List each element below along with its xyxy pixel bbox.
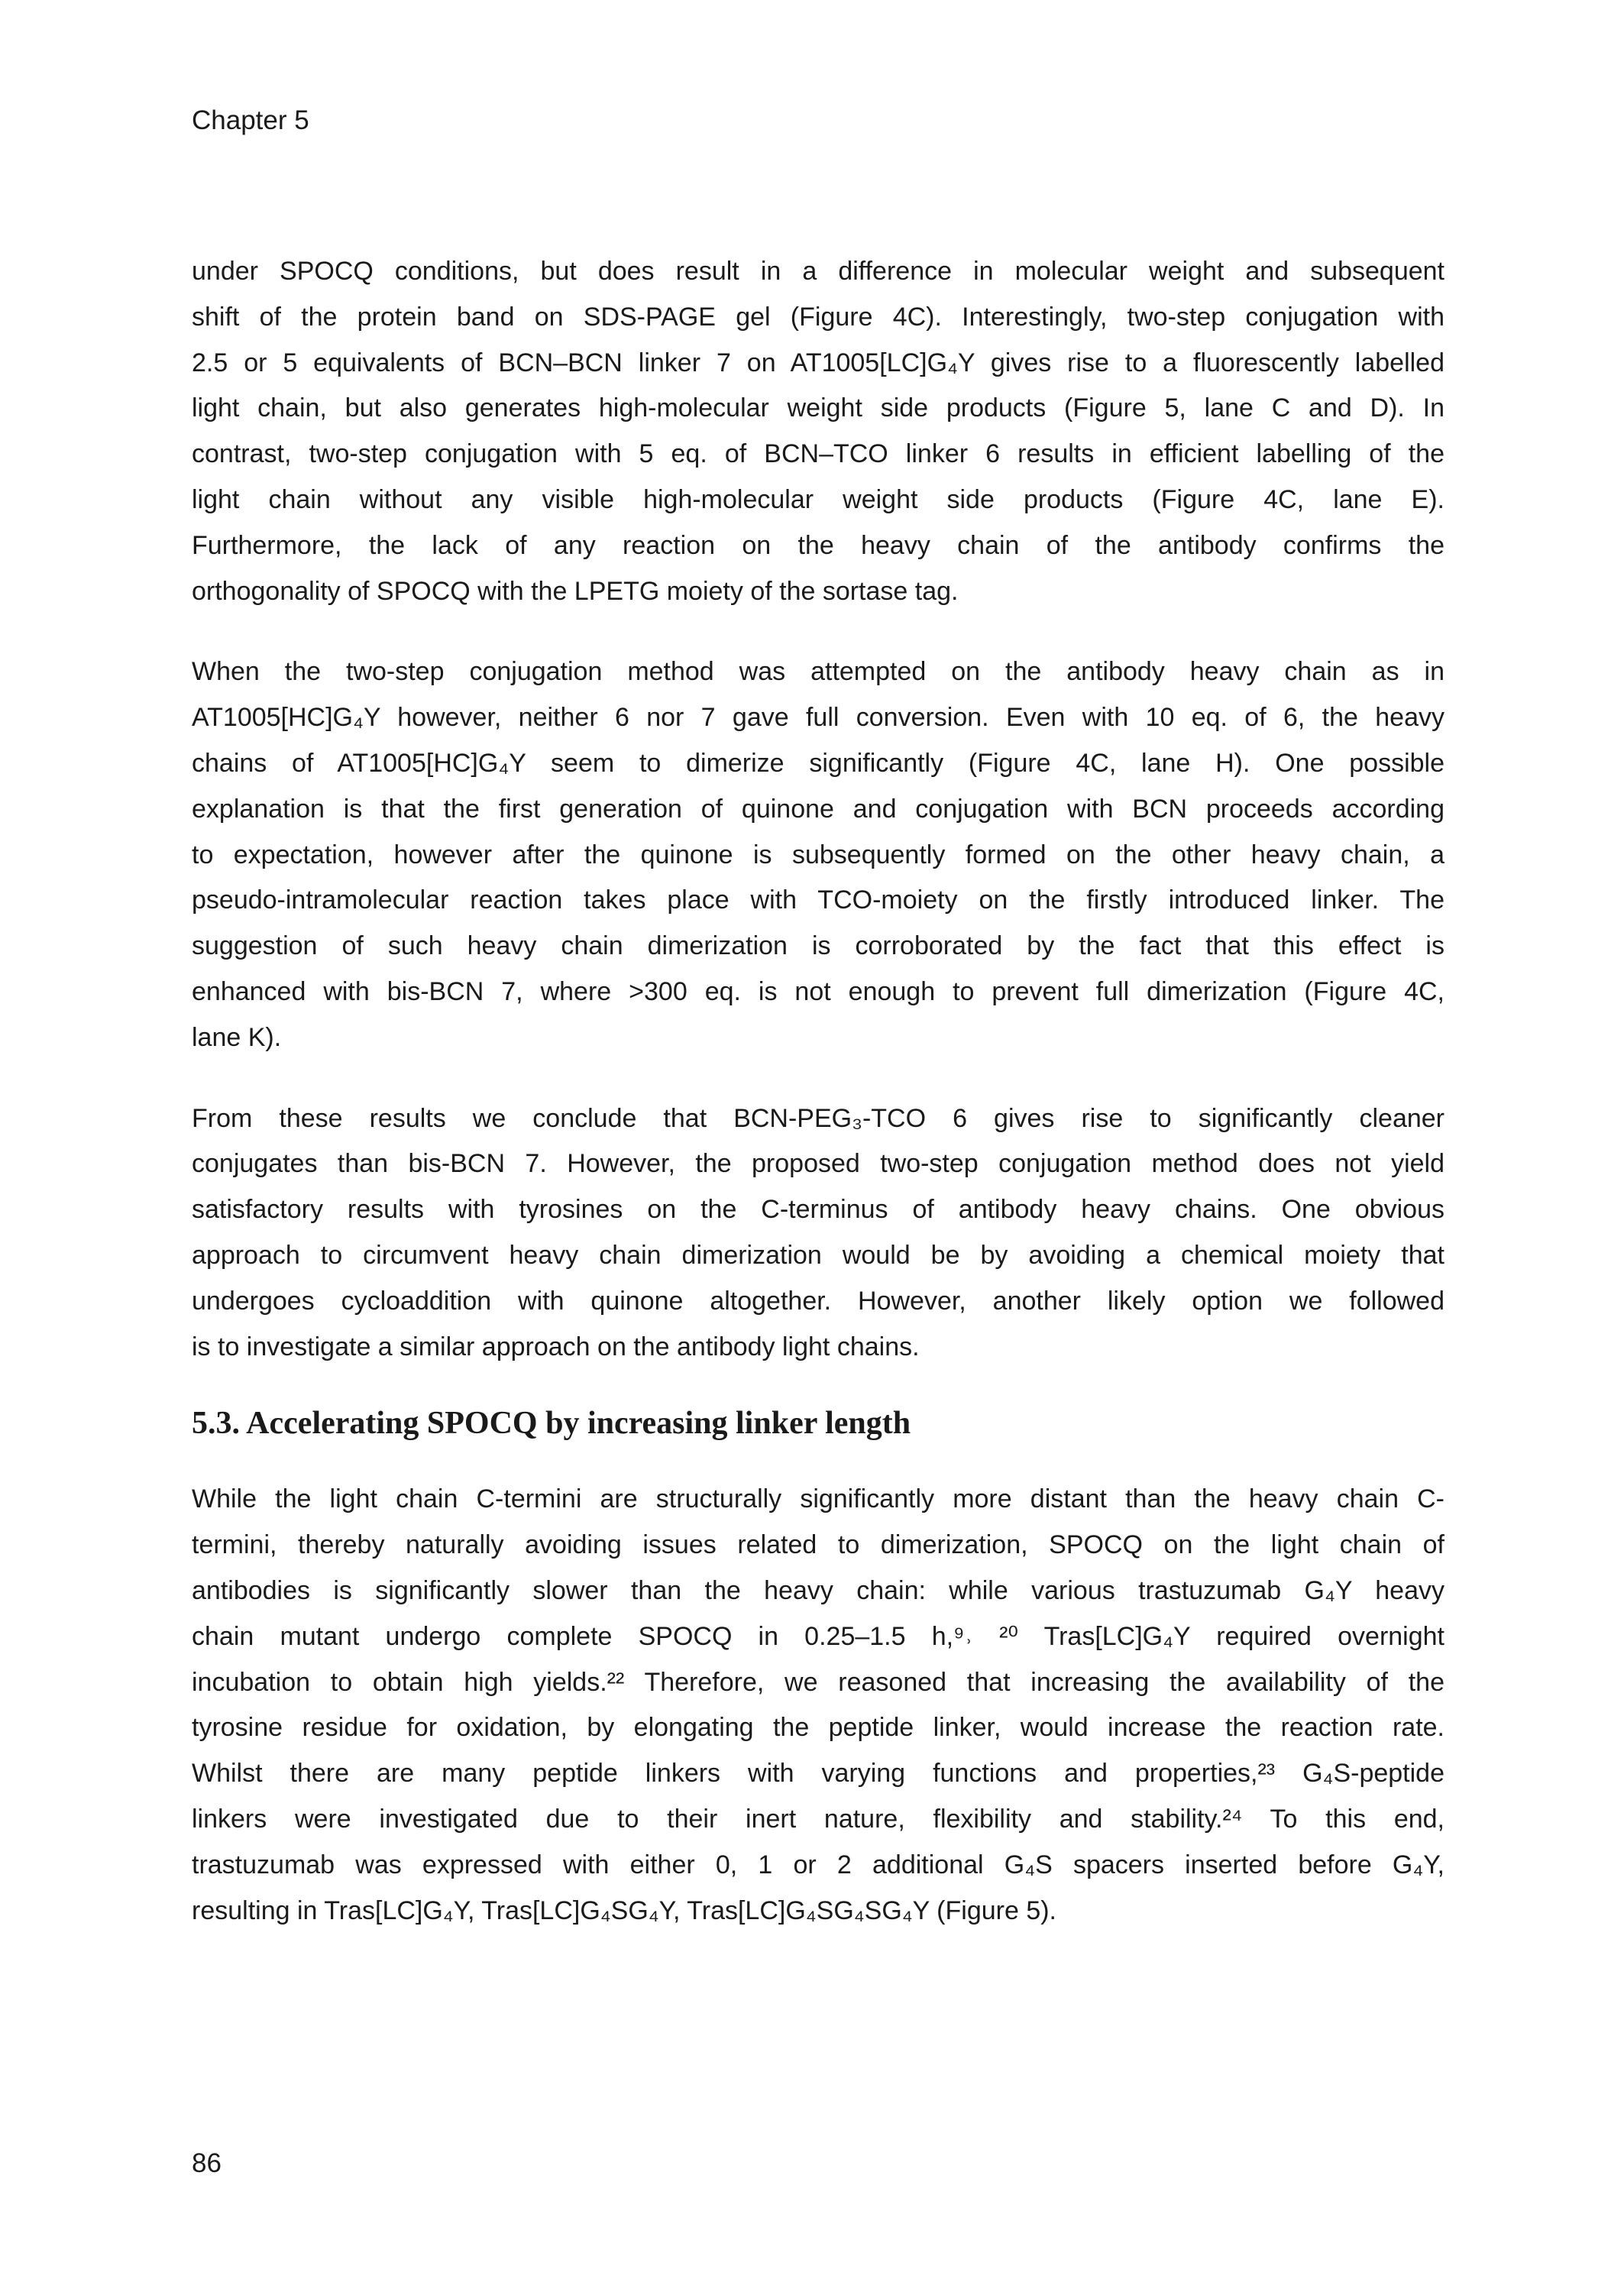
text-line: 2.5 or 5 equivalents of BCN–BCN linker 7 on AT1005[LC]G₄Y gives rise to a fluorescently labelled (192, 348, 1444, 377)
section-paragraphs (192, 1477, 1444, 1934)
text-line: Whilst there are many peptide linkers with varying functions and properties,²³ G₄S-peptide (192, 1759, 1444, 1789)
text-line: AT1005[HC]G₄Y however, neither 6 nor 7 gave full conversion. Even with 10 eq. of 6, the heavy (192, 703, 1444, 733)
text-line: undergoes cycloaddition with quinone altogether. However, another likely option we followed (192, 1286, 1444, 1316)
text-line: conjugates than bis-BCN 7. However, the proposed two-step conjugation method does not yield (192, 1149, 1444, 1179)
text-line: enhanced with bis-BCN 7, where >300 eq. is not enough to prevent full dimerization (Figure 4C, (192, 976, 1444, 1006)
text-line: lane K). (192, 1022, 282, 1052)
page-body (192, 249, 1444, 1969)
text-line: light chain without any visible high-molecular weight side products (Figure 4C, lane E). (192, 484, 1444, 514)
text-line: Furthermore, the lack of any reaction on the heavy chain of the antibody confirms the (192, 530, 1444, 560)
text-line: linkers were investigated due to their inert nature, flexibility and stability.²⁴ To this end, (192, 1804, 1444, 1834)
paragraph (192, 1477, 1444, 1934)
text-line: When the two-step conjugation method was attempted on the antibody heavy chain as in (192, 657, 1444, 687)
text-line: antibodies is significantly slower than the heavy chain: while various trastuzumab G₄Y heavy (192, 1575, 1444, 1605)
text-line: to expectation, however after the quinone is subsequently formed on the other heavy chain, a (192, 840, 1444, 869)
text-line: termini, thereby naturally avoiding issues related to dimerization, SPOCQ on the light chain of (192, 1530, 1444, 1560)
text-line: From these results we conclude that BCN-PEG₃-TCO 6 gives rise to significantly cleaner (192, 1103, 1444, 1133)
paragraph (192, 249, 1444, 614)
text-line: explanation is that the first generation of quinone and conjugation with BCN proceeds according (192, 794, 1444, 824)
text-line: orthogonality of SPOCQ with the LPETG moiety of the sortase tag. (192, 576, 959, 606)
text-line: suggestion of such heavy chain dimerization is corroborated by the fact that this effect is (192, 931, 1444, 961)
paragraph (192, 1096, 1444, 1371)
text-line: pseudo-intramolecular reaction takes place with TCO-moiety on the firstly introduced linker. The (192, 885, 1444, 915)
text-line: tyrosine residue for oxidation, by elongating the peptide linker, would increase the reaction rate. (192, 1713, 1444, 1743)
text-line: incubation to obtain high yields.²² Therefore, we reasoned that increasing the availability of the (192, 1667, 1444, 1697)
text-line: chain mutant undergo complete SPOCQ in 0.25–1.5 h,⁹˒ ²⁰ Tras[LC]G₄Y required overnight (192, 1621, 1444, 1651)
text-line: satisfactory results with tyrosines on the C-terminus of antibody heavy chains. One obvious (192, 1195, 1444, 1225)
text-line: shift of the protein band on SDS-PAGE gel (Figure 4C). Interestingly, two-step conjugation with (192, 302, 1444, 332)
text-line: approach to circumvent heavy chain dimerization would be by avoiding a chemical moiety that (192, 1240, 1444, 1270)
text-line: resulting in Tras[LC]G₄Y, Tras[LC]G₄SG₄Y, Tras[LC]G₄SG₄SG₄Y (Figure 5). (192, 1895, 1056, 1925)
body-paragraphs (192, 249, 1444, 1370)
text-line: light chain, but also generates high-molecular weight side products (Figure 5, lane C and D). In (192, 393, 1444, 423)
text-line: While the light chain C-termini are structurally significantly more distant than the heavy chain C- (192, 1484, 1444, 1514)
text-line: trastuzumab was expressed with either 0, 1 or 2 additional G₄S spacers inserted before G₄Y, (192, 1850, 1444, 1879)
text-line: is to investigate a similar approach on the antibody light chains. (192, 1332, 920, 1361)
paragraph (192, 649, 1444, 1060)
running-header: Chapter 5 (192, 105, 309, 135)
section-heading: 5.3. Accelerating SPOCQ by increasing linker length (192, 1406, 911, 1442)
text-line: contrast, two-step conjugation with 5 eq. of BCN–TCO linker 6 results in efficient labelling of the (192, 439, 1444, 469)
page-number: 86 (192, 2148, 222, 2178)
text-line: under SPOCQ conditions, but does result in a difference in molecular weight and subsequent (192, 257, 1444, 286)
text-line: chains of AT1005[HC]G₄Y seem to dimerize significantly (Figure 4C, lane H). One possible (192, 748, 1444, 778)
